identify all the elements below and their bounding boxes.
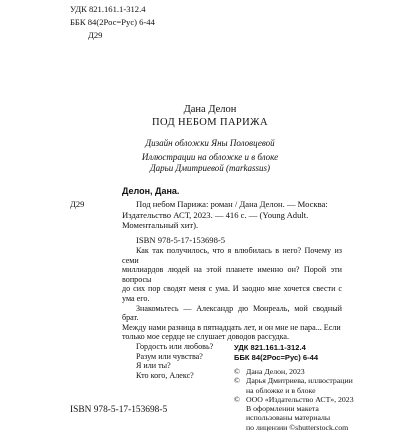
copyright-publisher: © ООО «Издательство АСТ», 2023 <box>234 394 354 404</box>
copyright-icon: © <box>234 367 240 376</box>
illustrations-credit-line1: Иллюстрации на обложке и в блоке <box>141 152 279 162</box>
footer-udk-code: УДК 821.161.1-312.4 <box>234 343 306 352</box>
copyright-layout-note: В оформлении макета <box>246 404 319 414</box>
annotation-p1-line2: миллиардов людей на этой планете именно он? Порой эти вопросы <box>122 265 342 284</box>
copyright-illustrator: © Дарья Дмитриева, иллюстрации <box>234 376 353 386</box>
author-sign-code: Д29 <box>88 30 103 40</box>
catalog-entry-line3: Моментальный хит). <box>122 220 199 231</box>
author-name: Дана Делон <box>183 104 237 115</box>
footer-bbk-code: ББК 84(2Рос=Рус) 6-44 <box>234 353 319 362</box>
catalog-isbn: ISBN 978-5-17-153698-5 <box>136 234 226 245</box>
catalog-code: Д29 <box>70 199 85 209</box>
catalog-entry <box>122 199 342 245</box>
copyright-illustrator-cont: на обложке и в блоке <box>246 385 316 395</box>
copyright-block <box>234 367 364 432</box>
annotation-p2-line1: Знакомьтесь — Александр дю Монреаль, мой сводный брат. <box>122 303 342 323</box>
annotation-p2-line3: только мое сердце не слушает доводов рассудка. <box>122 332 290 342</box>
catalog-entry-line1: Под небом Парижа: роман / Дана Делон. — Москва: <box>136 199 328 209</box>
annotation-question4: Кто кого, Алекс? <box>136 370 194 380</box>
copyright-icon: © <box>234 376 240 386</box>
cover-design-credit: Дизайн обложки Яны Половцевой <box>145 138 275 148</box>
annotation-p1-line3: до сих пор сводят меня с ума. И заодно мне хочется свести с ума его. <box>122 284 342 303</box>
book-title: ПОД НЕБОМ ПАРИЖА <box>152 117 268 128</box>
annotation-question1: Гордость или любовь? <box>136 341 214 351</box>
copyright-author: © Дана Делон, 2023 <box>234 367 305 376</box>
catalog-author-heading: Делон, Дана. <box>122 186 180 196</box>
illustrations-credit-line2: Дарьи Дмитриевой (markassus) <box>149 163 271 173</box>
udk-code: УДК 821.161.1-312.4 <box>70 4 146 14</box>
annotation-question3: Я или ты? <box>136 361 171 371</box>
annotation-p2-line2: Между нами разница в пятнадцать лет, и он мне не пара... Если <box>122 322 341 332</box>
copyright-layout-note2: использованы материалы <box>246 413 331 423</box>
copyright-icon: © <box>234 394 240 404</box>
catalog-entry-line2: Издательство АСТ, 2023. — 416 с. — (Young Adult. <box>122 209 309 220</box>
bbk-code: ББК 84(2Рос=Рус) 6-44 <box>70 17 155 27</box>
annotation-p1-line1: Как так получилось, что я влюбилась в него? Почему из семи <box>122 246 342 265</box>
footer-isbn: ISBN 978-5-17-153698-5 <box>70 405 168 415</box>
copyright-layout-note3: по лицензии ©shutterstock.com <box>246 422 349 432</box>
annotation-question2: Разум или чувства? <box>136 351 203 361</box>
